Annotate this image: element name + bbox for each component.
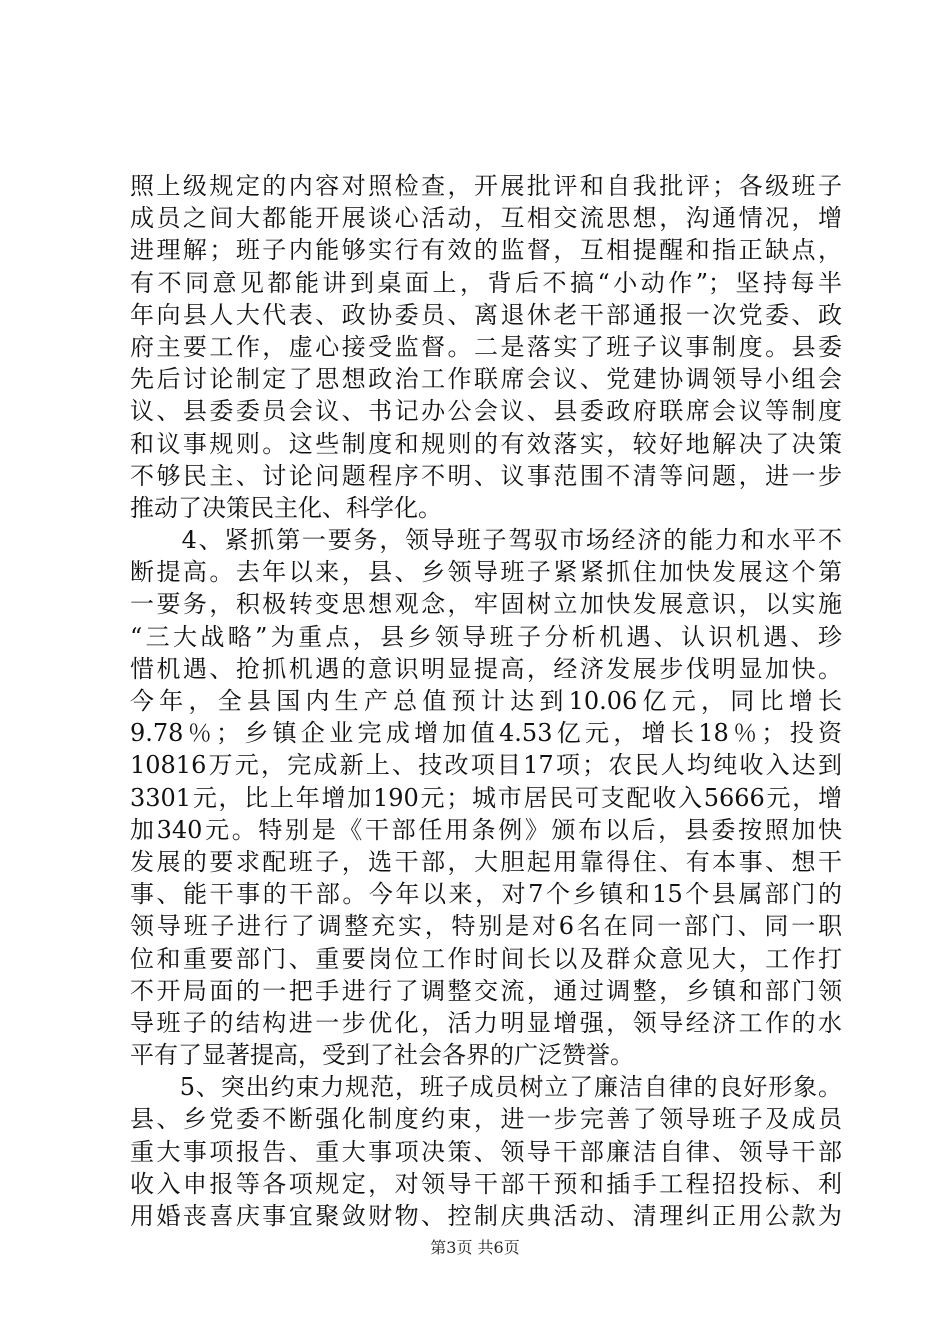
- text-line: 导班子的结构进一步优化，活力明显增强，领导经济工作的水: [130, 1008, 842, 1037]
- text-line: 重大事项报告、重大事项决策、领导干部廉洁自律、领导干部: [130, 1137, 842, 1166]
- text-line: 一要务，积极转变思想观念，牢固树立加快发展意识，以实施: [130, 590, 842, 619]
- text-line: 先后讨论制定了思想政治工作联席会议、党建协调领导小组会: [130, 365, 842, 394]
- text-line: “三大战略”为重点，县乡领导班子分析机遇、认识机遇、珍: [130, 622, 842, 651]
- text-line: 4、紧抓第一要务，领导班子驾驭市场经济的能力和水平不: [130, 526, 842, 555]
- text-line: 3301元，比上年增加190元；城市居民可支配收入5666元，增: [130, 783, 842, 812]
- text-line: 成员之间大都能开展谈心活动，互相交流思想，沟通情况，增: [130, 204, 842, 233]
- text-line: 事、能干事的干部。今年以来，对7个乡镇和15个县属部门的: [130, 880, 842, 909]
- text-line: 9.78％；乡镇企业完成增加值4.53亿元，增长18％；投资: [130, 719, 842, 748]
- text-line: 收入申报等各项规定，对领导干部干预和插手工程招投标、利: [130, 1169, 842, 1198]
- text-line: 发展的要求配班子，选干部，大胆起用靠得住、有本事、想干: [130, 847, 842, 876]
- text-line: 平有了显著提高，受到了社会各界的广泛赞誉。: [130, 1041, 634, 1070]
- text-line: 议、县委委员会议、书记办公会议、县委政府联席会议等制度: [130, 397, 842, 426]
- text-line: 位和重要部门、重要岗位工作时间长以及群众意见大，工作打: [130, 944, 842, 973]
- text-line: 和议事规则。这些制度和规则的有效落实，较好地解决了决策: [130, 429, 842, 458]
- text-line: 领导班子进行了调整充实，特别是对6名在同一部门、同一职: [130, 912, 842, 941]
- text-line: 今年，全县国内生产总值预计达到10.06亿元，同比增长: [130, 687, 842, 715]
- text-line: 推动了决策民主化、科学化。: [130, 493, 442, 522]
- text-line: 不够民主、讨论问题程序不明、议事范围不清等问题，进一步: [130, 461, 842, 490]
- page-footer: 第3页 共6页: [430, 1238, 520, 1257]
- text-line: 府主要工作，虚心接受监督。二是落实了班子议事制度。县委: [130, 332, 842, 361]
- body-text: [130, 170, 842, 1232]
- text-line: 县、乡党委不断强化制度约束，进一步完善了领导班子及成员: [130, 1105, 842, 1134]
- text-line: 进理解；班子内能够实行有效的监督，互相提醒和指正缺点，: [130, 236, 842, 265]
- text-line: 惜机遇、抢抓机遇的意识明显提高，经济发展步伐明显加快。: [130, 654, 842, 683]
- text-line: 断提高。去年以来，县、乡领导班子紧紧抓住加快发展这个第: [130, 558, 842, 587]
- text-line: 有不同意见都能讲到桌面上，背后不搞“小动作”；坚持每半: [130, 268, 842, 297]
- text-line: 不开局面的一把手进行了调整交流，通过调整，乡镇和部门领: [130, 976, 842, 1005]
- text-line: 年向县人大代表、政协委员、离退休老干部通报一次党委、政: [130, 300, 842, 329]
- text-line: 10816万元，完成新上、技改项目17项；农民人均纯收入达到: [130, 751, 842, 780]
- text-line: 照上级规定的内容对照检查，开展批评和自我批评；各级班子: [130, 172, 842, 200]
- text-line: 用婚丧喜庆事宜聚敛财物、控制庆典活动、清理纠正用公款为: [130, 1202, 842, 1230]
- text-line: 5、突出约束力规范，班子成员树立了廉洁自律的良好形象。: [130, 1073, 842, 1102]
- text-line: 加340元。特别是《干部任用条例》颁布以后，县委按照加快: [130, 815, 842, 844]
